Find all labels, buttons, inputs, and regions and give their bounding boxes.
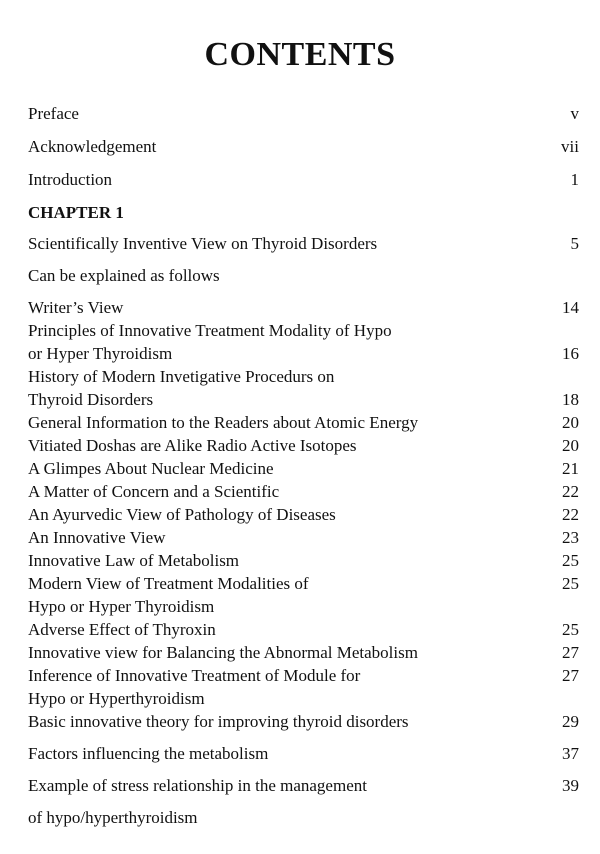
toc-entry-page: vii <box>561 137 579 156</box>
toc-entry-title: Vitiated Doshas are Alike Radio Active Isotopes <box>28 436 357 455</box>
toc-entry-page: 16 <box>562 344 579 363</box>
toc-entry-title: Inference of Innovative Treatment of Module for <box>28 666 361 685</box>
toc-entry-title: A Matter of Concern and a Scientific <box>28 482 280 501</box>
toc-entry-page: 29 <box>562 712 579 731</box>
toc-entry-title: Basic innovative theory for improving thyroid disorders <box>28 712 409 731</box>
toc-entry-title: Acknowledgement <box>28 137 157 156</box>
toc-entry-page: 1 <box>570 170 579 189</box>
toc-entry-title: Hypo or Hyper Thyroidism <box>28 597 215 616</box>
toc-entry-page: 18 <box>562 390 579 409</box>
toc-entry-page: 22 <box>562 482 579 501</box>
page-title: CONTENTS <box>204 36 396 73</box>
toc-entry-page: 27 <box>562 643 579 662</box>
toc-entry-page: 14 <box>562 298 579 317</box>
toc-entry-title: Factors influencing the metabolism <box>28 744 269 763</box>
toc-entry-page: 37 <box>562 744 579 763</box>
toc-entry-title: History of Modern Invetigative Procedurs on <box>28 367 335 386</box>
toc-entry-title: An Innovative View <box>28 528 166 547</box>
toc-entry-title: Introduction <box>28 170 113 189</box>
toc-entry-title: Adverse Effect of Thyroxin <box>28 620 216 639</box>
toc-entry-page: 25 <box>562 551 579 570</box>
toc-entry-title: Innovative view for Balancing the Abnormal Metabolism <box>28 643 418 662</box>
chapter-heading-label: CHAPTER 1 <box>28 203 124 222</box>
toc-entry-page: 20 <box>562 436 579 455</box>
toc-entry-page: 39 <box>562 776 579 795</box>
toc-entry-page: 5 <box>570 234 579 253</box>
toc-entry-page: v <box>570 104 579 123</box>
toc-entry-page: 20 <box>562 413 579 432</box>
toc-entry-title: Preface <box>28 104 79 123</box>
toc-entry-page: 22 <box>562 505 579 524</box>
toc-entry-title: Can be explained as follows <box>28 266 220 285</box>
toc-entry-title: or Hyper Thyroidism <box>28 344 173 363</box>
toc-entry-title: A Glimpes About Nuclear Medicine <box>28 459 274 478</box>
toc-entry-title: Principles of Innovative Treatment Modality of Hypo <box>28 321 392 340</box>
toc-entry-page: 21 <box>562 459 579 478</box>
toc-entry-title: Modern View of Treatment Modalities of <box>28 574 309 593</box>
toc-entry-title: Writer’s View <box>28 298 124 317</box>
toc-entry-title: Example of stress relationship in the management <box>28 776 367 795</box>
toc-entry-title: Scientifically Inventive View on Thyroid Disorders <box>28 234 378 253</box>
toc-entry-title: General Information to the Readers about Atomic Energy <box>28 413 419 432</box>
toc-entry-page: 23 <box>562 528 579 547</box>
toc-entry-page: 25 <box>562 620 579 639</box>
toc-entry-title: of hypo/hyperthyroidism <box>28 808 198 827</box>
toc-entry-page: 25 <box>562 574 579 593</box>
toc-entry-title: Innovative Law of Metabolism <box>28 551 240 570</box>
toc-entry-page: 27 <box>562 666 579 685</box>
toc-entry-title: Hypo or Hyperthyroidism <box>28 689 205 708</box>
toc-entry-title: Thyroid Disorders <box>28 390 154 409</box>
toc-entry-title: An Ayurvedic View of Pathology of Diseases <box>28 505 336 524</box>
